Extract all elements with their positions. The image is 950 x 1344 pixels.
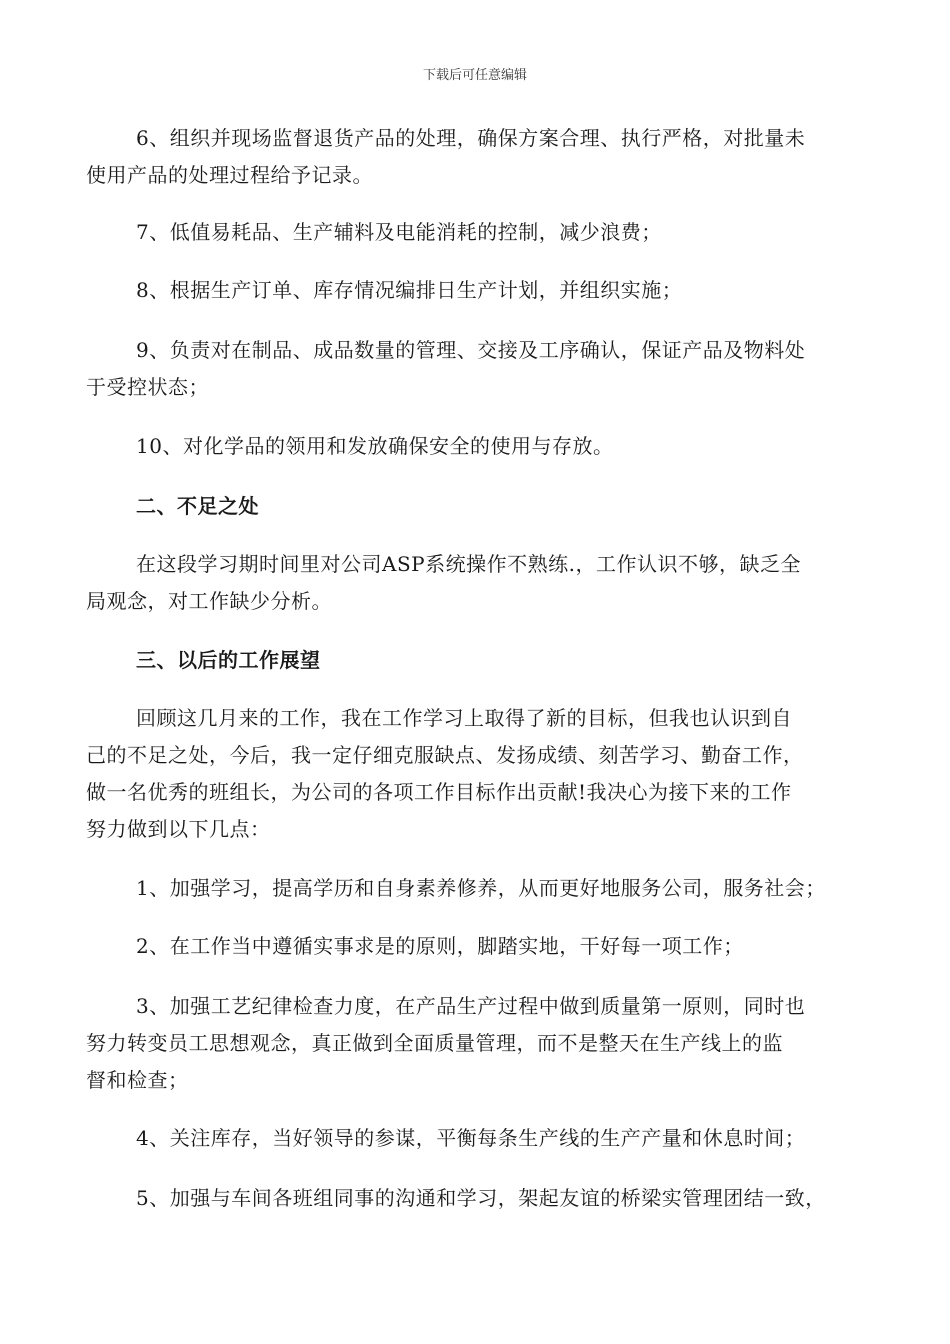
text-line: 3、加强工艺纪律检查力度，在产品生产过程中做到质量第一原则，同时也 xyxy=(136,994,806,1018)
paragraph-item-7 xyxy=(86,214,876,251)
paragraph-item-10 xyxy=(86,428,876,465)
text-line: 努力转变员工思想观念，真正做到全面质量管理，而不是整天在生产线上的监 xyxy=(86,1031,783,1055)
text-line: 7、低值易耗品、生产辅料及电能消耗的控制，减少浪费； xyxy=(136,220,662,244)
section-heading-2 xyxy=(86,488,876,525)
paragraph-point-2 xyxy=(86,928,876,965)
text-line: 在这段学习期时间里对公司ASP系统操作不熟练.，工作认识不够，缺乏全 xyxy=(136,552,801,576)
text-line: 努力做到以下几点： xyxy=(86,817,271,841)
text-line: 5、加强与车间各班组同事的沟通和学习，架起友谊的桥梁实管理团结一致， xyxy=(136,1186,826,1210)
text-line: 于受控状态； xyxy=(86,375,209,399)
text-line: 局观念，对工作缺少分析。 xyxy=(86,589,332,613)
text-line: 6、组织并现场监督退货产品的处理，确保方案合理、执行严格，对批量未 xyxy=(136,126,806,150)
paragraph-item-8 xyxy=(86,272,876,309)
text-line: 督和检查； xyxy=(86,1068,189,1092)
section-heading-3 xyxy=(86,642,876,679)
text-line: 1、加强学习，提高学历和自身素养修养，从而更好地服务公司，服务社会； xyxy=(136,876,826,900)
paragraph-item-9 xyxy=(86,332,876,406)
paragraph-point-4 xyxy=(86,1120,876,1157)
paragraph-shortcomings xyxy=(86,546,876,620)
page-header: 下载后可任意编辑 xyxy=(422,68,527,83)
text-line: 回顾这几月来的工作，我在工作学习上取得了新的目标，但我也认识到自 xyxy=(136,706,792,730)
text-line: 己的不足之处，今后，我一定仔细克服缺点、发扬成绩、刻苦学习、勤奋工作， xyxy=(86,743,804,767)
text-line: 2、在工作当中遵循实事求是的原则，脚踏实地，干好每一项工作； xyxy=(136,934,744,958)
heading-text: 三、以后的工作展望 xyxy=(136,648,321,672)
text-line: 9、负责对在制品、成品数量的管理、交接及工序确认，保证产品及物料处 xyxy=(136,338,806,362)
paragraph-point-1 xyxy=(86,870,876,907)
text-line: 做一名优秀的班组长，为公司的各项工作目标作出贡献!我决心为接下来的工作 xyxy=(86,780,792,804)
text-line: 8、根据生产订单、库存情况编排日生产计划，并组织实施； xyxy=(136,278,683,302)
heading-text: 二、不足之处 xyxy=(136,494,259,518)
paragraph-review xyxy=(86,700,876,848)
text-line: 10、对化学品的领用和发放确保安全的使用与存放。 xyxy=(136,434,614,458)
paragraph-point-3 xyxy=(86,988,876,1099)
paragraph-point-5 xyxy=(86,1180,876,1217)
text-line: 使用产品的处理过程给予记录。 xyxy=(86,163,373,187)
paragraph-item-6 xyxy=(86,120,876,194)
text-line: 4、关注库存，当好领导的参谋，平衡每条生产线的生产产量和休息时间； xyxy=(136,1126,806,1150)
